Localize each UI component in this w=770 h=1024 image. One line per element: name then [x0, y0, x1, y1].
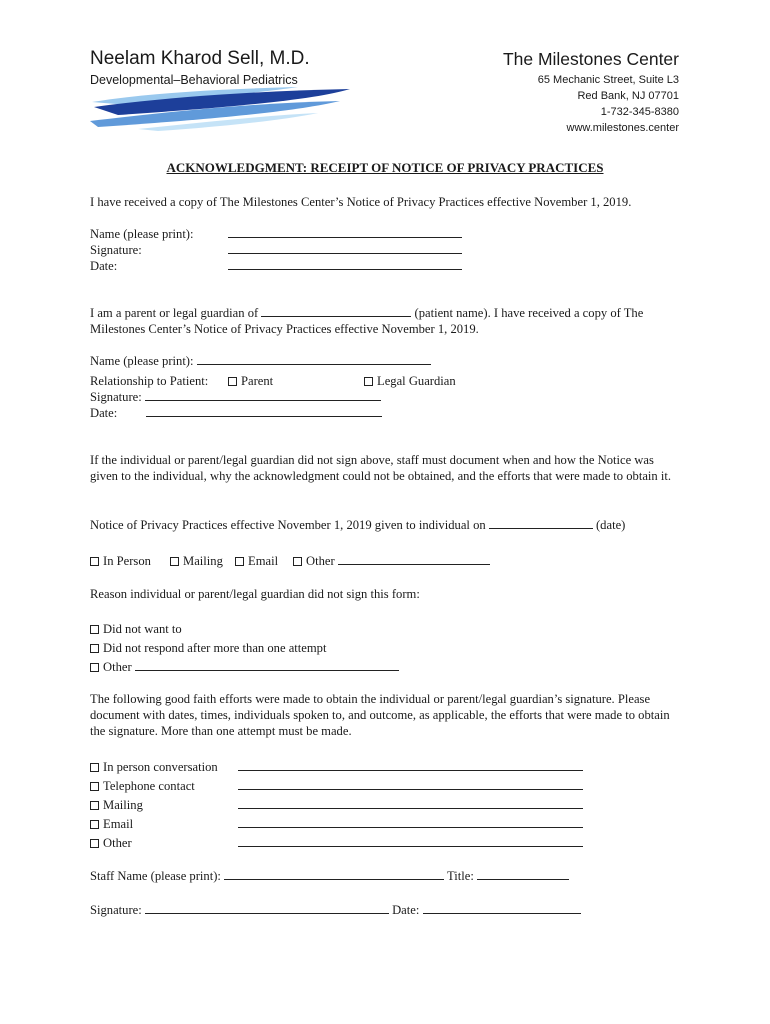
- reason-label: Reason individual or parent/legal guardian did not sign this form:: [90, 587, 420, 601]
- signature-field-1[interactable]: [228, 242, 462, 254]
- center-phone: 1-732-345-8380: [600, 106, 679, 118]
- in-person-label: In Person: [103, 554, 151, 568]
- guardian-statement-line2: Milestones Center’s Notice of Privacy Practices effective November 1, 2019.: [90, 322, 479, 336]
- effort-in-person-field[interactable]: [238, 759, 583, 771]
- staff-name-field[interactable]: [224, 868, 444, 880]
- guardian-statement-line1: [90, 305, 643, 321]
- relationship-label: Relationship to Patient:: [90, 374, 209, 388]
- effort-in-person-label: In person conversation: [103, 760, 218, 774]
- staff-date-label: Date:: [392, 903, 420, 917]
- effort-in-person-checkbox[interactable]: [90, 763, 99, 772]
- method-in-person[interactable]: [90, 553, 151, 569]
- efforts-instruction: The following good faith efforts were made to obtain the individual or parent/legal guardian’s signature. Please document with dates, times, individuals spoken to, and outcome, as applicable, the efforts that were made to obtain the signature. More than one attempt must be made.: [90, 692, 670, 739]
- method-other[interactable]: [293, 553, 490, 569]
- guardian-option[interactable]: [364, 373, 456, 389]
- effort-mailing-checkbox[interactable]: [90, 801, 99, 810]
- date-label-1: Date:: [90, 259, 118, 273]
- effort-mailing[interactable]: [90, 797, 143, 813]
- effort-email-checkbox[interactable]: [90, 820, 99, 829]
- date-label-2: Date:: [90, 406, 118, 420]
- center-name: The Milestones Center: [502, 49, 679, 69]
- effort-other-label: Other: [103, 836, 132, 850]
- name-field-2[interactable]: [197, 353, 431, 365]
- staff-signature-field[interactable]: [145, 902, 389, 914]
- other-reason-checkbox[interactable]: [90, 663, 99, 672]
- method-mailing[interactable]: [170, 553, 223, 569]
- reason-other[interactable]: [90, 659, 399, 675]
- notice-given-suffix: (date): [595, 518, 626, 532]
- parent-option[interactable]: [228, 373, 273, 389]
- other-method-label: Other: [306, 554, 335, 568]
- did-not-want-label: Did not want to: [103, 622, 182, 636]
- mailing-checkbox[interactable]: [170, 557, 179, 566]
- staff-signature-row: [90, 902, 581, 918]
- relationship-row: [90, 373, 208, 389]
- mailing-label: Mailing: [183, 554, 223, 568]
- staff-date-field[interactable]: [423, 902, 581, 914]
- receipt-statement: I have received a copy of The Milestones Center’s Notice of Privacy Practices effective November 1, 2019.: [90, 195, 632, 209]
- specialty: Developmental–Behavioral Pediatrics: [90, 73, 298, 87]
- other-reason-label: Other: [103, 660, 132, 674]
- notice-date-field[interactable]: [489, 517, 593, 529]
- effort-in-person[interactable]: [90, 759, 218, 775]
- other-reason-field[interactable]: [135, 659, 399, 671]
- reason-did-not-want[interactable]: [90, 621, 182, 637]
- other-method-field[interactable]: [338, 553, 490, 565]
- did-not-want-checkbox[interactable]: [90, 625, 99, 634]
- effort-telephone-checkbox[interactable]: [90, 782, 99, 791]
- title-field[interactable]: [477, 868, 569, 880]
- center-website[interactable]: www.milestones.center: [566, 122, 679, 134]
- no-response-checkbox[interactable]: [90, 644, 99, 653]
- name-label-2-text: Name (please print):: [90, 354, 194, 368]
- name-label-1: Name (please print):: [90, 227, 194, 241]
- parent-label: Parent: [241, 374, 274, 388]
- center-address-line1: 65 Mechanic Street, Suite L3: [537, 74, 679, 86]
- doctor-name: Neelam Kharod Sell, M.D.: [90, 48, 310, 69]
- effort-other[interactable]: [90, 835, 132, 851]
- effort-email-label: Email: [103, 817, 134, 831]
- method-email[interactable]: [235, 553, 278, 569]
- staff-instruction: If the individual or parent/legal guardian did not sign above, staff must document when and how the Notice was given to the individual, why the acknowledgment could not be obtained, and the efforts that were made to obtain it.: [90, 453, 672, 484]
- title-label: Title:: [446, 869, 474, 883]
- effort-mailing-field[interactable]: [238, 797, 583, 809]
- effort-email-field[interactable]: [238, 816, 583, 828]
- date-field-1[interactable]: [228, 258, 462, 270]
- reason-no-response[interactable]: [90, 640, 326, 656]
- notice-given-row: [90, 517, 625, 533]
- patient-name-field[interactable]: [261, 305, 411, 317]
- date-field-2[interactable]: [146, 405, 382, 417]
- milestones-logo: [88, 85, 352, 133]
- signature-label-1: Signature:: [90, 243, 142, 257]
- guardian-label: Legal Guardian: [377, 374, 456, 388]
- effort-telephone-label: Telephone contact: [103, 779, 195, 793]
- email-label: Email: [248, 554, 279, 568]
- notice-given-prefix: Notice of Privacy Practices effective November 1, 2019 given to individual on: [90, 518, 486, 532]
- effort-other-field[interactable]: [238, 835, 583, 847]
- parent-checkbox[interactable]: [228, 377, 237, 386]
- name-label-2: [90, 353, 431, 369]
- guardian-prefix: I am a parent or legal guardian of: [90, 306, 259, 320]
- effort-telephone[interactable]: [90, 778, 195, 794]
- email-checkbox[interactable]: [235, 557, 244, 566]
- no-response-label: Did not respond after more than one attempt: [103, 641, 327, 655]
- in-person-checkbox[interactable]: [90, 557, 99, 566]
- guardian-checkbox[interactable]: [364, 377, 373, 386]
- date-row-2: [90, 405, 382, 421]
- effort-telephone-field[interactable]: [238, 778, 583, 790]
- effort-mailing-label: Mailing: [103, 798, 143, 812]
- effort-other-checkbox[interactable]: [90, 839, 99, 848]
- staff-name-label: Staff Name (please print):: [90, 869, 221, 883]
- signature-label-2: Signature:: [90, 390, 142, 404]
- signature-field-2[interactable]: [145, 389, 381, 401]
- effort-email[interactable]: [90, 816, 133, 832]
- staff-signature-label: Signature:: [90, 903, 142, 917]
- guardian-suffix: (patient name). I have received a copy of The: [414, 306, 644, 320]
- other-method-checkbox[interactable]: [293, 557, 302, 566]
- signature-row-2: [90, 389, 381, 405]
- staff-name-row: [90, 868, 569, 884]
- center-address-line2: Red Bank, NJ 07701: [577, 90, 679, 102]
- name-field-1[interactable]: [228, 226, 462, 238]
- form-title: ACKNOWLEDGMENT: RECEIPT OF NOTICE OF PRIVACY PRACTICES: [166, 160, 604, 175]
